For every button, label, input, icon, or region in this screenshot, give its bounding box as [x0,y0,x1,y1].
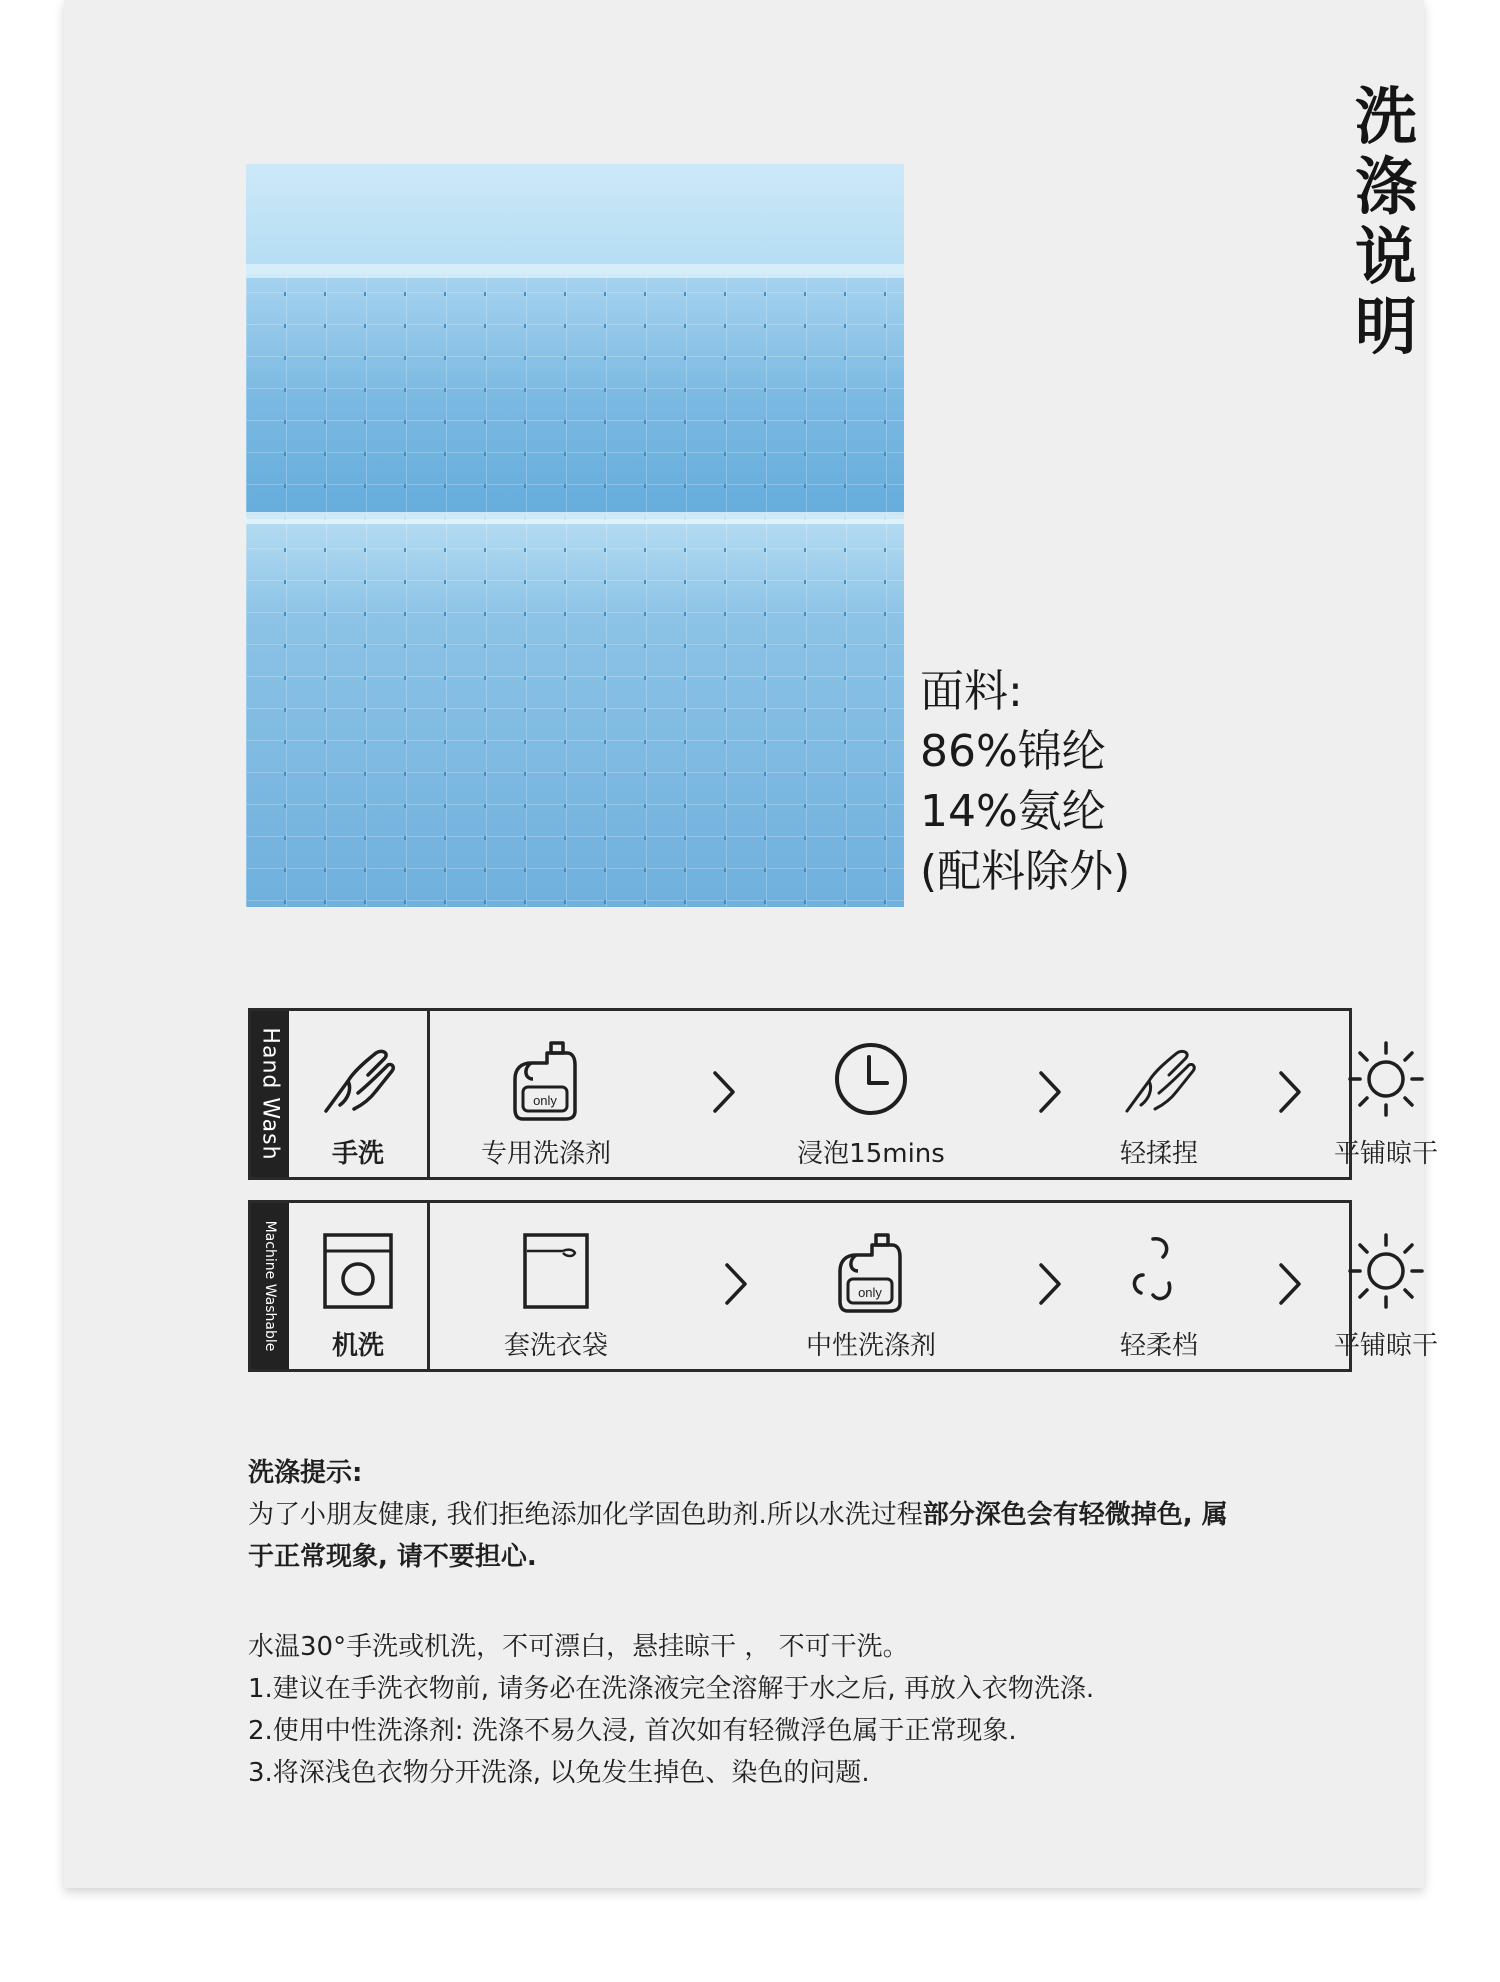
hand-step-soak [751,1011,991,1177]
hand-wash-panel [248,1008,1438,1180]
hand-step-label: 平铺晾干 [1333,1139,1438,1169]
hand-step-label: 轻揉捏 [1119,1139,1198,1169]
fabric-photo [246,164,904,907]
gentle-cycle-icon [1119,1231,1199,1311]
instruction-line: 水温30°手洗或机洗，不可漂白，悬挂晾干 ， 不可干洗。 [248,1632,909,1662]
machine-step-dry-flat [1311,1203,1461,1369]
tips-normal-text: 为了小朋友健康, 我们拒绝添加化学固色助剂.所以水洗过程 [248,1500,923,1530]
machine-wash-tab-label: Machine Washable [262,1220,278,1352]
washing-tips [248,1452,1368,1578]
machine-wash-main [289,1203,427,1369]
tips-paragraph-cont [248,1536,1368,1578]
machine-step-gentle [1089,1203,1229,1369]
material-line-exception: (配料除外) [920,846,1131,897]
hand-step-dry-flat [1311,1011,1461,1177]
laundry-bag-icon [521,1231,591,1311]
clock-icon [831,1039,911,1119]
machine-wash-panel [248,1200,1438,1372]
chevron-right-icon [1275,1259,1305,1309]
only-text: only [858,1285,882,1300]
page-title: 洗涤说明 [1354,80,1417,363]
chevron-right-icon [1275,1067,1305,1117]
chevron-right-icon [709,1067,739,1117]
hand-wash-main [289,1011,427,1177]
machine-step-label: 中性洗涤剂 [805,1331,936,1361]
hand-wash-divider [427,1011,430,1177]
sun-icon [1346,1039,1426,1119]
chevron-right-icon [721,1259,751,1309]
care-sheet [64,0,1438,1888]
instruction-line: 1.建议在手洗衣物前, 请务必在洗涤液完全溶解于水之后, 再放入衣物洗涤. [248,1674,1095,1704]
machine-step-label: 平铺晾干 [1333,1331,1438,1361]
material-line-nylon: 86%锦纶 [920,726,1106,777]
machine-step-detergent [751,1203,991,1369]
tips-bold-text-2: 于正常现象, 请不要担心. [248,1542,537,1572]
machine-step-bag [441,1203,671,1369]
material-line-spandex: 14%氨纶 [920,786,1106,837]
tips-heading: 洗涤提示: [248,1458,363,1488]
hand-step-detergent [441,1011,651,1177]
sun-icon [1346,1231,1426,1311]
hand-wash-icon [318,1039,398,1119]
hand-step-knead [1089,1011,1229,1177]
detergent-bottle-icon [511,1039,581,1123]
chevron-right-icon [1035,1259,1065,1309]
chevron-right-icon [1035,1067,1065,1117]
gentle-hand-icon [1119,1039,1199,1119]
hand-wash-tab [251,1011,289,1177]
washing-instructions [248,1626,1368,1794]
machine-step-label: 轻柔档 [1119,1331,1198,1361]
detergent-bottle-icon [836,1231,906,1315]
only-text: only [533,1093,557,1108]
machine-wash-label: 机洗 [331,1331,384,1361]
instruction-line: 2.使用中性洗涤剂: 洗涤不易久浸, 首次如有轻微浮色属于正常现象. [248,1716,1017,1746]
hand-wash-tab-label: Hand Wash [257,1027,283,1161]
material-label: 面料: [920,666,1023,717]
material-info [920,662,1130,902]
tips-bold-text: 部分深色会有轻微掉色, 属 [922,1500,1228,1530]
hand-wash-label: 手洗 [331,1139,384,1169]
machine-step-label: 套洗衣袋 [503,1331,608,1361]
instruction-line: 3.将深浅色衣物分开洗涤, 以免发生掉色、染色的问题. [248,1758,870,1788]
machine-wash-divider [427,1203,430,1369]
hand-step-label: 浸泡15mins [797,1139,945,1169]
hand-step-label: 专用洗涤剂 [480,1139,611,1169]
tips-paragraph [248,1494,1368,1536]
washing-machine-icon [321,1231,395,1311]
machine-wash-tab [251,1203,289,1369]
